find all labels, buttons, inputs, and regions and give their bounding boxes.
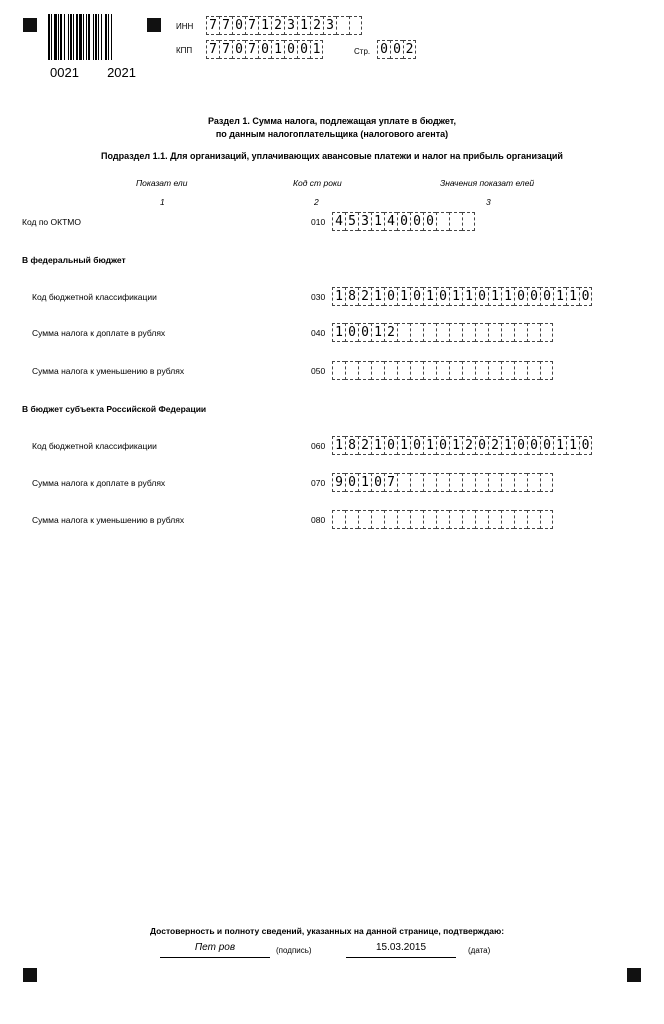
digit-cell: 1 <box>488 287 501 306</box>
digit-cell: 2 <box>462 436 475 455</box>
digit-cell: 1 <box>397 287 410 306</box>
digit-cell: 0 <box>514 436 527 455</box>
digit-cell <box>475 323 488 342</box>
digit-cell <box>449 510 462 529</box>
kpp-label: КПП <box>176 46 193 55</box>
digit-cell <box>423 473 436 492</box>
digit-cell: 0 <box>377 40 390 59</box>
r030-label: Код бюджетной классификации <box>32 292 157 302</box>
signature-label: (подпись) <box>276 946 312 955</box>
digit-cell: 4 <box>384 212 397 231</box>
digit-cell: 2 <box>384 323 397 342</box>
digit-cell: 9 <box>332 473 345 492</box>
digit-cell <box>475 473 488 492</box>
digit-cell: 1 <box>358 473 371 492</box>
digit-cell: 3 <box>284 16 297 35</box>
digit-cell: 0 <box>345 323 358 342</box>
digit-cell <box>397 473 410 492</box>
federal-budget-heading: В федеральный бюджет <box>22 255 126 265</box>
barcode-caption <box>50 66 136 80</box>
digit-cell <box>449 361 462 380</box>
digit-cell: 1 <box>332 323 345 342</box>
digit-cell <box>462 212 475 231</box>
digit-cell <box>488 510 501 529</box>
digit-cell <box>336 16 349 35</box>
digit-cell <box>501 361 514 380</box>
digit-cell: 0 <box>540 287 553 306</box>
date-field[interactable] <box>346 942 456 958</box>
digit-cell: 7 <box>206 16 219 35</box>
corner-marker-bottom-left <box>23 968 37 982</box>
digit-cell <box>423 323 436 342</box>
barcode-text-left: 0021 <box>50 65 79 80</box>
digit-cell: 0 <box>423 212 436 231</box>
digit-cell: 2 <box>488 436 501 455</box>
digit-cell: 1 <box>258 16 271 35</box>
digit-cell: 1 <box>449 287 462 306</box>
digit-cell: 1 <box>332 436 345 455</box>
r070-field[interactable] <box>332 473 553 492</box>
r080-field[interactable] <box>332 510 553 529</box>
digit-cell: 0 <box>436 287 449 306</box>
digit-cell: 0 <box>579 436 592 455</box>
kpp-field[interactable] <box>206 40 323 59</box>
digit-cell <box>514 510 527 529</box>
r060-label: Код бюджетной классификации <box>32 441 157 451</box>
digit-cell <box>410 510 423 529</box>
digit-cell: 1 <box>310 40 323 59</box>
inn-field[interactable] <box>206 16 362 35</box>
digit-cell <box>371 361 384 380</box>
digit-cell: 3 <box>323 16 336 35</box>
digit-cell: 0 <box>579 287 592 306</box>
digit-cell <box>436 212 449 231</box>
digit-cell <box>436 323 449 342</box>
digit-cell <box>488 323 501 342</box>
r080-label: Сумма налога к уменьшению в рублях <box>32 515 185 525</box>
digit-cell: 0 <box>397 212 410 231</box>
digit-cell <box>358 361 371 380</box>
digit-cell: 0 <box>390 40 403 59</box>
digit-cell: 0 <box>384 436 397 455</box>
digit-cell <box>514 361 527 380</box>
corner-marker-top-right <box>147 18 161 32</box>
digit-cell <box>436 361 449 380</box>
digit-cell: 2 <box>358 436 371 455</box>
digit-cell: 1 <box>566 287 579 306</box>
digit-cell: 0 <box>232 16 245 35</box>
digit-cell <box>462 510 475 529</box>
digit-cell <box>358 510 371 529</box>
digit-cell: 1 <box>297 16 310 35</box>
oktmo-field[interactable] <box>332 212 475 231</box>
digit-cell: 1 <box>423 287 436 306</box>
digit-cell <box>349 16 362 35</box>
digit-cell <box>423 510 436 529</box>
digit-cell: 1 <box>371 287 384 306</box>
digit-cell: 7 <box>206 40 219 59</box>
digit-cell <box>449 323 462 342</box>
digit-cell <box>410 473 423 492</box>
page-label: Стр. <box>354 47 371 56</box>
digit-cell <box>436 510 449 529</box>
oktmo-code: 010 <box>311 217 326 227</box>
digit-cell <box>449 212 462 231</box>
barcode-text-right: 2021 <box>107 65 136 80</box>
subject-budget-heading: В бюджет субъекта Российской Федерации <box>22 404 207 414</box>
digit-cell: 1 <box>371 323 384 342</box>
r050-field[interactable] <box>332 361 553 380</box>
digit-cell: 0 <box>345 473 358 492</box>
digit-cell <box>397 510 410 529</box>
digit-cell <box>384 361 397 380</box>
digit-cell <box>397 323 410 342</box>
digit-cell <box>540 361 553 380</box>
digit-cell: 0 <box>475 287 488 306</box>
digit-cell <box>345 510 358 529</box>
digit-cell: 1 <box>553 436 566 455</box>
digit-cell: 1 <box>462 287 475 306</box>
digit-cell <box>410 361 423 380</box>
signature-value: Пет ров <box>194 942 236 953</box>
subsection-title: Подраздел 1.1. Для организаций, уплачивающих авансовые платежи и налог на прибыль организаций <box>101 151 563 161</box>
digit-cell: 0 <box>410 212 423 231</box>
barcode-bar <box>112 14 113 60</box>
digit-cell: 1 <box>371 436 384 455</box>
r070-label: Сумма налога к доплате в рублях <box>32 478 166 488</box>
digit-cell <box>501 510 514 529</box>
digit-cell: 7 <box>245 16 258 35</box>
r050-code: 050 <box>311 366 326 376</box>
digit-cell <box>527 323 540 342</box>
digit-cell: 7 <box>219 16 232 35</box>
digit-cell: 0 <box>514 287 527 306</box>
digit-cell: 2 <box>310 16 323 35</box>
digit-cell: 2 <box>358 287 371 306</box>
digit-cell: 1 <box>449 436 462 455</box>
digit-cell <box>462 361 475 380</box>
digit-cell <box>410 323 423 342</box>
column-header-3: Значения показат елей <box>440 178 535 188</box>
digit-cell: 3 <box>358 212 371 231</box>
digit-cell <box>371 510 384 529</box>
oktmo-label: Код по ОКТМО <box>22 217 81 227</box>
r060-code: 060 <box>311 441 326 451</box>
digit-cell: 1 <box>332 287 345 306</box>
digit-cell <box>345 361 358 380</box>
digit-cell <box>397 361 410 380</box>
r070-code: 070 <box>311 478 326 488</box>
digit-cell: 4 <box>332 212 345 231</box>
column-number-2: 2 <box>314 197 319 207</box>
digit-cell: 2 <box>271 16 284 35</box>
column-number-3: 3 <box>486 197 491 207</box>
r040-field[interactable] <box>332 323 553 342</box>
digit-cell <box>475 361 488 380</box>
digit-cell <box>514 473 527 492</box>
digit-cell: 0 <box>410 287 423 306</box>
digit-cell: 7 <box>245 40 258 59</box>
r060-field[interactable] <box>332 436 592 455</box>
digit-cell <box>462 323 475 342</box>
digit-cell: 8 <box>345 436 358 455</box>
digit-cell: 1 <box>371 212 384 231</box>
digit-cell <box>488 361 501 380</box>
r030-field[interactable] <box>332 287 592 306</box>
digit-cell: 0 <box>436 436 449 455</box>
digit-cell: 2 <box>403 40 416 59</box>
digit-cell: 1 <box>397 436 410 455</box>
digit-cell <box>501 473 514 492</box>
digit-cell <box>384 510 397 529</box>
digit-cell <box>501 323 514 342</box>
digit-cell: 0 <box>527 287 540 306</box>
digit-cell <box>423 361 436 380</box>
digit-cell: 0 <box>284 40 297 59</box>
digit-cell: 1 <box>423 436 436 455</box>
digit-cell: 1 <box>501 287 514 306</box>
digit-cell: 0 <box>371 473 384 492</box>
corner-marker-top-left <box>23 18 37 32</box>
column-header-1: Показат ели <box>136 178 188 188</box>
digit-cell: 0 <box>384 287 397 306</box>
digit-cell: 1 <box>566 436 579 455</box>
digit-cell: 0 <box>232 40 245 59</box>
digit-cell <box>332 361 345 380</box>
digit-cell <box>488 473 501 492</box>
digit-cell: 7 <box>384 473 397 492</box>
r040-label: Сумма налога к доплате в рублях <box>32 328 166 338</box>
r030-code: 030 <box>311 292 326 302</box>
digit-cell <box>527 473 540 492</box>
digit-cell: 0 <box>297 40 310 59</box>
digit-cell <box>332 510 345 529</box>
digit-cell <box>540 510 553 529</box>
confirmation-text: Достоверность и полноту сведений, указанных на данной странице, подтверждаю: <box>150 926 505 936</box>
section-title-line2: по данным налогоплательщика (налогового агента) <box>215 129 449 139</box>
digit-cell <box>514 323 527 342</box>
digit-cell <box>436 473 449 492</box>
column-header-2: Код ст роки <box>293 178 342 188</box>
column-number-1: 1 <box>160 197 165 207</box>
digit-cell: 0 <box>527 436 540 455</box>
date-value: 15.03.2015 <box>375 942 427 953</box>
digit-cell: 1 <box>271 40 284 59</box>
digit-cell: 7 <box>219 40 232 59</box>
digit-cell <box>540 323 553 342</box>
digit-cell: 0 <box>258 40 271 59</box>
digit-cell: 1 <box>553 287 566 306</box>
digit-cell <box>527 510 540 529</box>
date-label: (дата) <box>468 946 491 955</box>
digit-cell <box>462 473 475 492</box>
page-number-field[interactable] <box>377 40 416 59</box>
r040-code: 040 <box>311 328 326 338</box>
barcode <box>48 14 136 60</box>
digit-cell: 8 <box>345 287 358 306</box>
digit-cell <box>527 361 540 380</box>
digit-cell <box>475 510 488 529</box>
inn-label: ИНН <box>176 22 194 31</box>
digit-cell <box>540 473 553 492</box>
digit-cell: 1 <box>501 436 514 455</box>
digit-cell: 5 <box>345 212 358 231</box>
signature-field[interactable] <box>160 942 270 958</box>
digit-cell: 0 <box>540 436 553 455</box>
digit-cell <box>449 473 462 492</box>
digit-cell: 0 <box>475 436 488 455</box>
r050-label: Сумма налога к уменьшению в рублях <box>32 366 185 376</box>
r080-code: 080 <box>311 515 326 525</box>
digit-cell: 0 <box>358 323 371 342</box>
section-title-line1: Раздел 1. Сумма налога, подлежащая уплате в бюджет, <box>207 116 457 126</box>
digit-cell: 0 <box>410 436 423 455</box>
corner-marker-bottom-right <box>627 968 641 982</box>
